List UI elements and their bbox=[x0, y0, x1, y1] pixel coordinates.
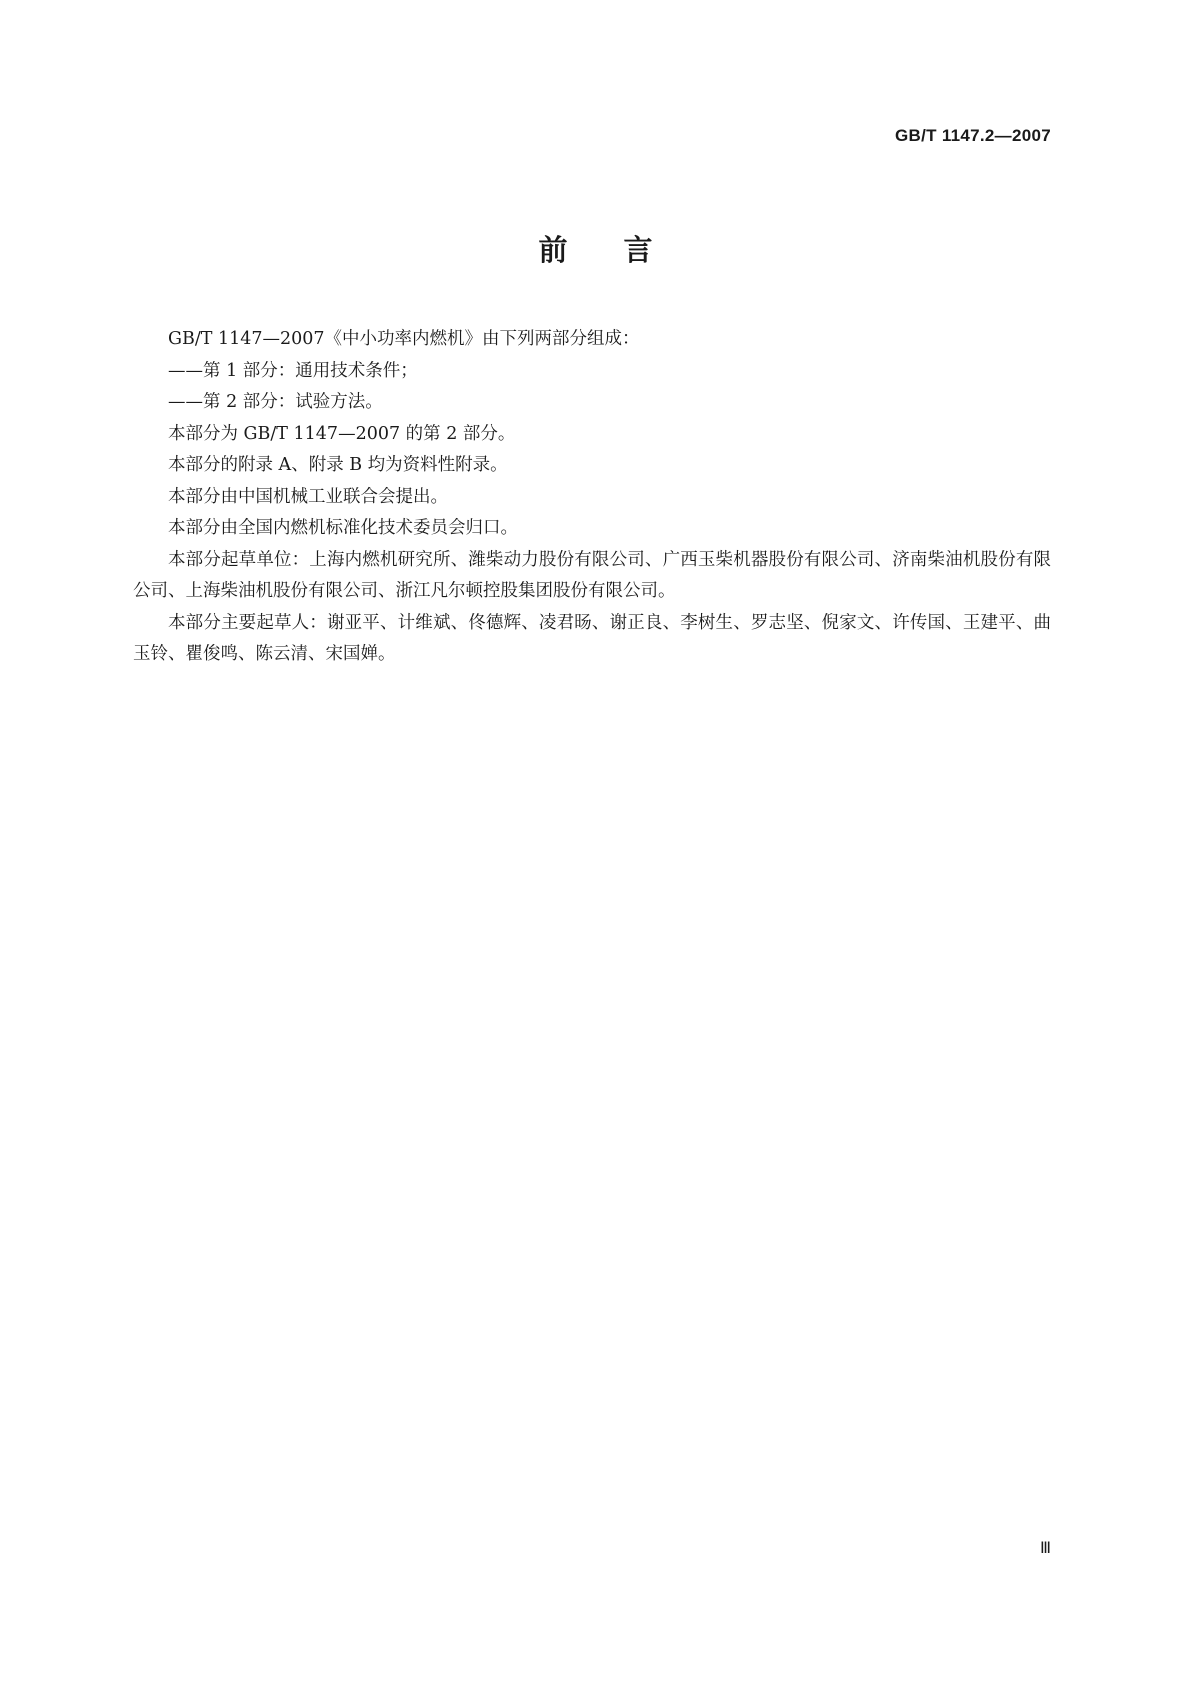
paragraph-annexes: 本部分的附录 A、附录 B 均为资料性附录。 bbox=[168, 455, 508, 475]
standard-number: GB/T 1147.2—2007 bbox=[894, 126, 1051, 145]
paragraph-part-statement: 本部分为 GB/T 1147—2007 的第 2 部分。 bbox=[168, 423, 516, 444]
list-item-part-2: ——第 2 部分：试验方法。 bbox=[168, 392, 383, 412]
paragraph-drafting-units: 本部分起草单位：上海内燃机研究所、潍柴动力股份有限公司、广西玉柴机器股份有限公司、济南柴油机股份有限公司、上海柴油机股份有限公司、浙江凡尔顿控股集团股份有限公司。 bbox=[133, 549, 1051, 601]
page-title: 前言 bbox=[538, 233, 709, 267]
paragraph-committee: 本部分由全国内燃机标准化技术委员会归口。 bbox=[168, 518, 518, 538]
paragraph-drafters: 本部分主要起草人：谢亚平、计维斌、佟德辉、凌君旸、谢正良、李树生、罗志坚、倪家文、许传国、王建平、曲玉铃、瞿俊鸣、陈云清、宋国婵。 bbox=[133, 612, 1051, 664]
paragraph-proposer: 本部分由中国机械工业联合会提出。 bbox=[168, 486, 448, 507]
page-number: Ⅲ bbox=[1039, 1540, 1051, 1557]
paragraph-composition: GB/T 1147—2007《中小功率内燃机》由下列两部分组成： bbox=[168, 329, 640, 349]
foreword-body bbox=[133, 324, 1051, 671]
list-item-part-1: ——第 1 部分：通用技术条件； bbox=[168, 360, 418, 381]
